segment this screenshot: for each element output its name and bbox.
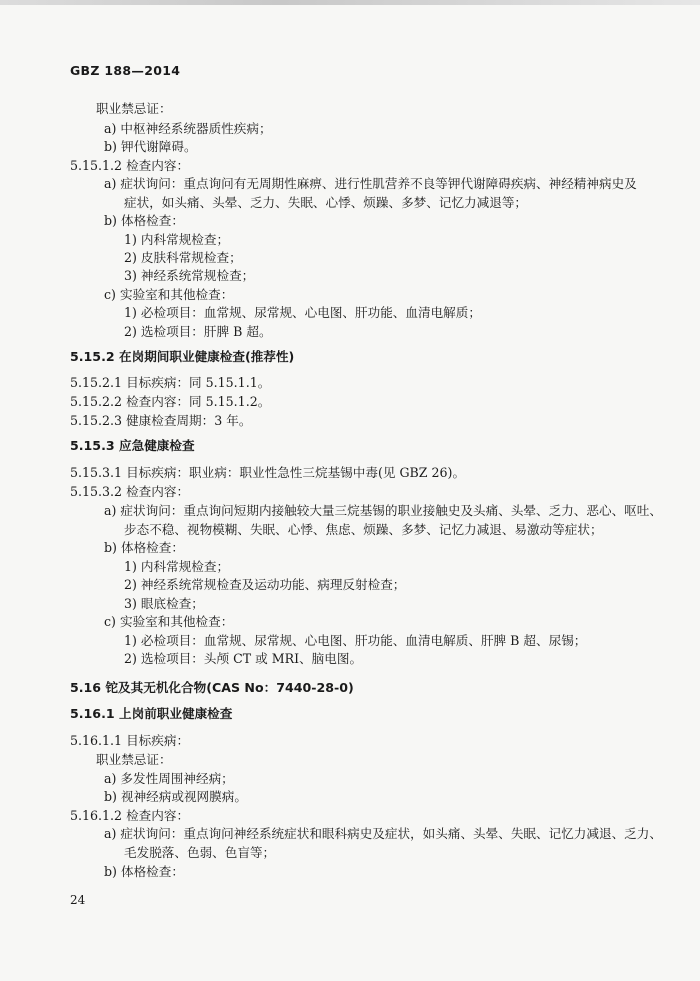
text-continuation: 毛发脱落、色弱、色盲等； xyxy=(124,845,276,860)
list-item: b) 体格检查： xyxy=(104,540,184,555)
list-item: a) 症状询问：重点询问神经系统症状和眼科病史及症状，如头痛、头晕、失眠、记忆力减退、乏力、 xyxy=(104,826,662,841)
sub-list-item: 1) 内科常规检查； xyxy=(124,559,230,574)
text-continuation: 症状，如头痛、头晕、乏力、失眠、心悸、烦躁、多梦、记忆力减退等； xyxy=(124,195,527,210)
text-line: 职业禁忌证： xyxy=(96,101,172,116)
list-item: a) 中枢神经系统器质性疾病； xyxy=(104,121,272,136)
clause: 5.15.1.2 检查内容： xyxy=(70,158,190,173)
list-item: c) 实验室和其他检查： xyxy=(104,614,234,629)
clause: 5.15.3.2 检查内容： xyxy=(70,484,190,499)
list-item: b) 视神经病或视网膜病。 xyxy=(104,789,247,804)
section-heading: 5.15.2 在岗期间职业健康检查(推荐性) xyxy=(70,349,295,364)
text-line: 职业禁忌证： xyxy=(96,752,172,767)
clause: 5.15.2.3 健康检查周期：3 年。 xyxy=(70,413,252,428)
sub-list-item: 2) 选检项目：肝脾 B 超。 xyxy=(124,324,272,339)
sub-list-item: 2) 皮肤科常规检查； xyxy=(124,250,242,265)
sub-list-item: 2) 神经系统常规检查及运动功能、病理反射检查； xyxy=(124,577,406,592)
clause: 5.16.1.2 检查内容： xyxy=(70,808,190,823)
clause: 5.16.1.1 目标疾病： xyxy=(70,733,190,748)
clause: 5.15.3.1 目标疾病：职业病：职业性急性三烷基锡中毒(见 GBZ 26)。 xyxy=(70,465,466,480)
document-header: GBZ 188—2014 xyxy=(70,63,181,78)
sub-list-item: 1) 内科常规检查； xyxy=(124,232,230,247)
list-item: a) 多发性周围神经病； xyxy=(104,771,234,786)
section-heading: 5.15.3 应急健康检查 xyxy=(70,438,195,453)
sub-list-item: 1) 必检项目：血常规、尿常规、心电图、肝功能、血清电解质、肝脾 B 超、尿锡； xyxy=(124,633,587,648)
list-item: b) 体格检查： xyxy=(104,213,184,228)
list-item: c) 实验室和其他检查： xyxy=(104,287,234,302)
sub-list-item: 3) 眼底检查； xyxy=(124,596,204,611)
clause: 5.15.2.2 检查内容：同 5.15.1.2。 xyxy=(70,394,271,409)
list-item: b) 钾代谢障碍。 xyxy=(104,139,197,154)
sub-list-item: 1) 必检项目：血常规、尿常规、心电图、肝功能、血清电解质； xyxy=(124,305,481,320)
list-item: a) 症状询问：重点询问有无周期性麻痹、进行性肌营养不良等钾代谢障碍疾病、神经精神病史及 xyxy=(104,176,637,191)
list-item: b) 体格检查： xyxy=(104,864,184,879)
sub-list-item: 2) 选检项目：头颅 CT 或 MRI、脑电图。 xyxy=(124,651,363,666)
clause: 5.15.2.1 目标疾病：同 5.15.1.1。 xyxy=(70,375,271,390)
sub-list-item: 3) 神经系统常规检查； xyxy=(124,268,255,283)
scan-top-edge xyxy=(0,0,700,5)
section-heading: 5.16.1 上岗前职业健康检查 xyxy=(70,706,233,721)
section-heading: 5.16 铊及其无机化合物(CAS No：7440-28-0) xyxy=(70,680,354,695)
page-number: 24 xyxy=(70,893,86,907)
list-item: a) 症状询问：重点询问短期内接触较大量三烷基锡的职业接触史及头痛、头晕、乏力、恶心、呕吐、 xyxy=(104,503,662,518)
text-continuation: 步态不稳、视物模糊、失眠、心悸、焦虑、烦躁、多梦、记忆力减退、易激动等症状； xyxy=(124,522,603,537)
